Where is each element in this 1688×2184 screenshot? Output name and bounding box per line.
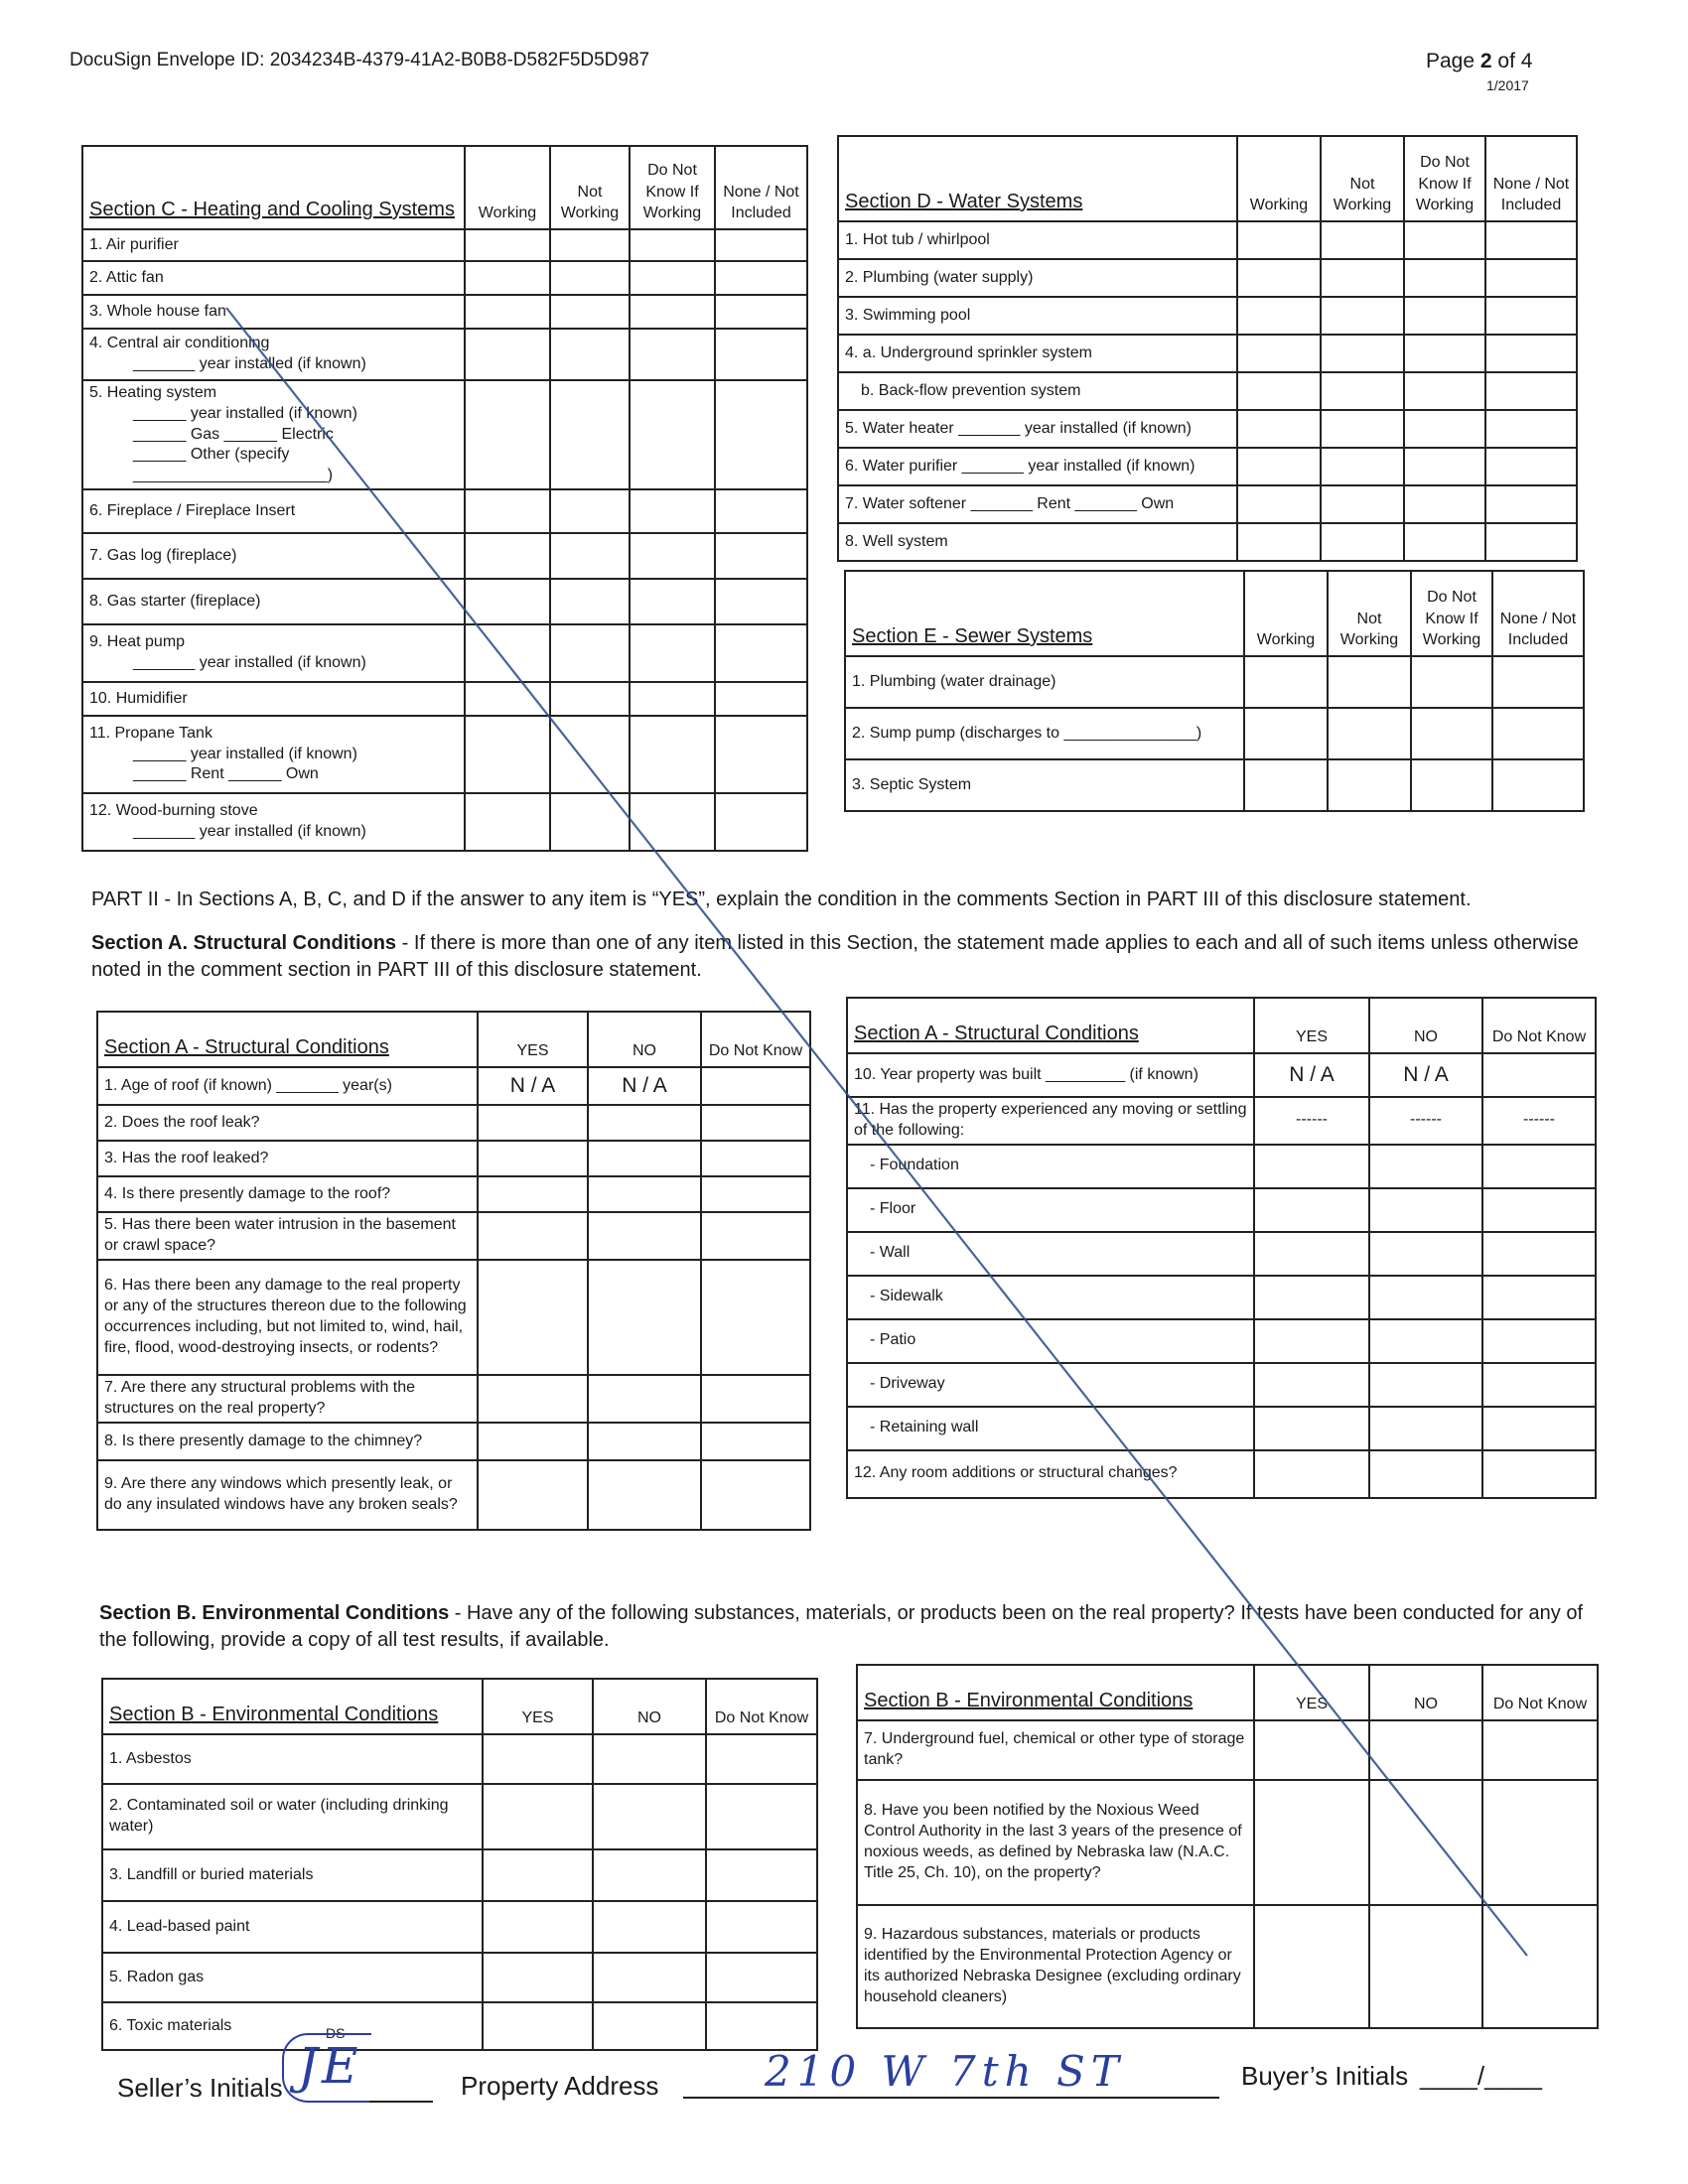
- col-working: Working: [1244, 571, 1328, 656]
- section-b-intro-text: - Have any of the following substances, materials, or products been on the real property? If tests have been conducted for any of the following, provide a copy of all test results, if available.: [99, 1602, 1584, 1651]
- section-b-item: 4. Lead-based paint: [102, 1901, 483, 1953]
- buyers-initials-field[interactable]: ____/____: [1420, 2061, 1542, 2091]
- col-no: NO: [1369, 1665, 1482, 1720]
- section-c-item: 6. Fireplace / Fireplace Insert: [82, 489, 465, 533]
- sub-line: _______ year installed (if known): [133, 654, 366, 671]
- section-d-item: 6. Water purifier _______ year installed (if known): [838, 448, 1237, 485]
- section-b-item: 9. Hazardous substances, materials or products identified by the Environmental Protection Agency or its authorized Nebraska Designee (excluding ordinary household cleaners): [857, 1905, 1254, 2028]
- part-two-intro: PART II - In Sections A, B, C, and D if the answer to any item is “YES”, explain the condition in the comments Section in PART III of this disclosure statement.: [91, 888, 1472, 910]
- section-c-title: Section C - Heating and Cooling Systems: [82, 146, 465, 229]
- section-c-item: 10. Humidifier: [82, 682, 465, 716]
- sub-line: ______ year installed (if known): [133, 745, 357, 762]
- section-b-item: 8. Have you been notified by the Noxious Weed Control Authority in the last 3 years of the presence of noxious weeds, as defined by Nebraska law (N.A.C. Title 25, Ch. 10), on the property?: [857, 1780, 1254, 1905]
- col-dnk: Do Not Know: [1482, 998, 1596, 1053]
- seller-initials-value[interactable]: JE: [298, 2037, 362, 2095]
- section-a-item: 12. Any room additions or structural changes?: [847, 1450, 1254, 1498]
- col-dnk-working: Do Not Know If Working: [1411, 571, 1492, 656]
- section-b-item: 7. Underground fuel, chemical or other type of storage tank?: [857, 1720, 1254, 1780]
- section-a-item: 1. Age of roof (if known) _______ year(s): [97, 1067, 478, 1105]
- section-b-intro-title: Section B. Environmental Conditions: [99, 1602, 450, 1624]
- dnk-cell: ------: [1482, 1097, 1596, 1145]
- section-a-left-title: Section A - Structural Conditions: [97, 1012, 478, 1067]
- sub-line: ______ Other (specify ______________________): [133, 446, 334, 484]
- section-a-item: 8. Is there presently damage to the chimney?: [97, 1423, 478, 1460]
- yes-cell[interactable]: N / A: [1254, 1053, 1369, 1097]
- col-not-working: Not Working: [550, 146, 630, 229]
- section-a-item: - Driveway: [847, 1363, 1254, 1407]
- no-cell[interactable]: N / A: [588, 1067, 701, 1105]
- sub-line: _______ year installed (if known): [133, 355, 366, 372]
- property-address-value[interactable]: 210 W 7th ST: [765, 2047, 1125, 2096]
- col-yes: YES: [483, 1679, 593, 1734]
- yes-cell: ------: [1254, 1097, 1369, 1145]
- section-a-item: 11. Has the property experienced any moving or settling of the following:: [847, 1097, 1254, 1145]
- section-a-intro-text: - If there is more than one of any item listed in this Section, the statement made applies to each and all of such items unless otherwise noted in the comment section in PART III of this disclosure statement.: [91, 932, 1579, 981]
- col-not-working: Not Working: [1321, 136, 1404, 221]
- col-none-included: None / Not Included: [1492, 571, 1584, 656]
- form-version: 1/2017: [1486, 77, 1529, 93]
- section-d-item: 7. Water softener _______ Rent _______ Own: [838, 485, 1237, 523]
- sub-line: ______ Rent ______ Own: [133, 765, 319, 783]
- section-c-item: 3. Whole house fan: [82, 295, 465, 329]
- section-c-item: 5. Heating system ______ year installed (if known) ______ Gas ______ Electric ______ Other (specify ______________________): [82, 380, 465, 489]
- col-none-included: None / Not Included: [1485, 136, 1577, 221]
- section-a-right-title: Section A - Structural Conditions: [847, 998, 1254, 1053]
- envelope-id: DocuSign Envelope ID: 2034234B-4379-41A2-B0B8-D582F5D5D987: [70, 50, 650, 70]
- section-a-intro-title: Section A. Structural Conditions: [91, 932, 397, 954]
- col-yes: YES: [1254, 998, 1369, 1053]
- col-yes: YES: [1254, 1665, 1369, 1720]
- page-suffix: of 4: [1491, 50, 1533, 72]
- seller-initials-line: [369, 2101, 433, 2103]
- section-a-item: 9. Are there any windows which presently leak, or do any insulated windows have any broken seals?: [97, 1460, 478, 1530]
- section-b-left-title: Section B - Environmental Conditions: [102, 1679, 483, 1734]
- col-none-included: None / Not Included: [715, 146, 807, 229]
- section-c-item: 12. Wood-burning stove _______ year installed (if known): [82, 793, 465, 851]
- section-e-item: 3. Septic System: [845, 759, 1244, 811]
- col-dnk: Do Not Know: [701, 1012, 810, 1067]
- section-c-item: 8. Gas starter (fireplace): [82, 579, 465, 624]
- col-no: NO: [593, 1679, 706, 1734]
- section-c-item: 11. Propane Tank ______ year installed (if known) ______ Rent ______ Own: [82, 716, 465, 793]
- no-cell[interactable]: N / A: [1369, 1053, 1482, 1097]
- sub-line: ______ year installed (if known): [133, 404, 357, 422]
- no-cell: ------: [1369, 1097, 1482, 1145]
- section-b-item: 2. Contaminated soil or water (including drinking water): [102, 1784, 483, 1849]
- section-e-title: Section E - Sewer Systems: [845, 571, 1244, 656]
- section-b-right-title: Section B - Environmental Conditions: [857, 1665, 1254, 1720]
- section-b-item: 3. Landfill or buried materials: [102, 1849, 483, 1901]
- section-a-item: 10. Year property was built _________ (if known): [847, 1053, 1254, 1097]
- section-d-item: b. Back-flow prevention system: [838, 372, 1237, 410]
- col-dnk-working: Do Not Know If Working: [630, 146, 715, 229]
- property-address-line: [683, 2097, 1219, 2099]
- section-a-item: 4. Is there presently damage to the roof?: [97, 1176, 478, 1212]
- section-d-item: 8. Well system: [838, 523, 1237, 561]
- section-c-item: 1. Air purifier: [82, 229, 465, 261]
- col-working: Working: [1237, 136, 1321, 221]
- section-a-item: - Retaining wall: [847, 1407, 1254, 1450]
- col-no: NO: [588, 1012, 701, 1067]
- section-a-item: - Patio: [847, 1319, 1254, 1363]
- col-working: Working: [465, 146, 550, 229]
- col-no: NO: [1369, 998, 1482, 1053]
- section-a-item: - Sidewalk: [847, 1276, 1254, 1319]
- section-a-item: - Wall: [847, 1232, 1254, 1276]
- sellers-initials-label: Seller’s Initials: [117, 2073, 283, 2103]
- section-d-item: 1. Hot tub / whirlpool: [838, 221, 1237, 259]
- section-b-item: 6. Toxic materials: [102, 2002, 483, 2050]
- sub-line: ______ Gas ______ Electric: [133, 425, 334, 443]
- yes-cell[interactable]: N / A: [478, 1067, 588, 1105]
- section-d-item: 5. Water heater _______ year installed (if known): [838, 410, 1237, 448]
- section-b-item: 5. Radon gas: [102, 1953, 483, 2002]
- section-a-item: 3. Has the roof leaked?: [97, 1141, 478, 1176]
- ds-tag: DS: [326, 2025, 346, 2041]
- property-address-label: Property Address: [461, 2071, 659, 2101]
- page-prefix: Page: [1426, 50, 1480, 72]
- col-dnk: Do Not Know: [1482, 1665, 1598, 1720]
- section-c-item: 2. Attic fan: [82, 261, 465, 295]
- section-b-item: 1. Asbestos: [102, 1734, 483, 1784]
- page-current: 2: [1479, 50, 1492, 72]
- section-c-item: 7. Gas log (fireplace): [82, 533, 465, 579]
- section-d-item: 2. Plumbing (water supply): [838, 259, 1237, 297]
- section-a-item: 7. Are there any structural problems with the structures on the real property?: [97, 1375, 478, 1423]
- section-a-item: - Floor: [847, 1188, 1254, 1232]
- section-a-item: 2. Does the roof leak?: [97, 1105, 478, 1141]
- buyers-initials-label: Buyer’s Initials: [1241, 2061, 1409, 2091]
- section-a-item: 6. Has there been any damage to the real property or any of the structures thereon due to the following occurrences including, but not limited to, wind, hail, fire, flood, wood-destroying insects, or rodents?: [97, 1260, 478, 1375]
- section-e-item: 2. Sump pump (discharges to _______________): [845, 708, 1244, 759]
- section-c-item: 9. Heat pump _______ year installed (if known): [82, 624, 465, 682]
- section-a-item: 5. Has there been water intrusion in the basement or crawl space?: [97, 1212, 478, 1260]
- section-e-item: 1. Plumbing (water drainage): [845, 656, 1244, 708]
- section-d-title: Section D - Water Systems: [838, 136, 1237, 221]
- col-dnk: Do Not Know: [706, 1679, 817, 1734]
- col-not-working: Not Working: [1328, 571, 1411, 656]
- section-d-item: 4. a. Underground sprinkler system: [838, 335, 1237, 372]
- col-yes: YES: [478, 1012, 588, 1067]
- section-c-item: 4. Central air conditioning _______ year installed (if known): [82, 329, 465, 380]
- sub-line: _______ year installed (if known): [133, 823, 366, 840]
- col-dnk-working: Do Not Know If Working: [1404, 136, 1485, 221]
- section-d-item: 3. Swimming pool: [838, 297, 1237, 335]
- section-a-item: - Foundation: [847, 1145, 1254, 1188]
